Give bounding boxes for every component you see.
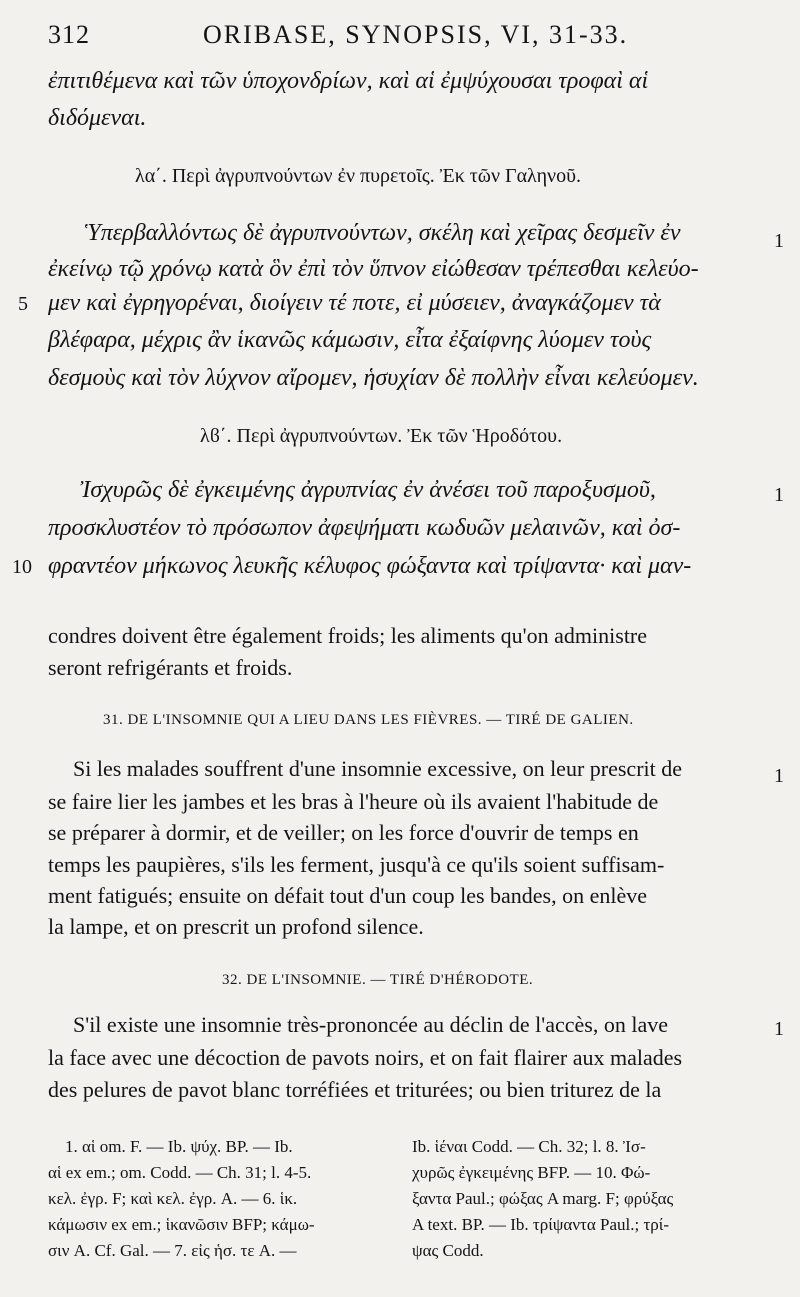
french-line: des pelures de pavot blanc torréfiées et triturées; ou bien triturez de la [48, 1077, 662, 1102]
page-number: 312 [48, 20, 90, 49]
greek-line: διδόμεναι. [48, 105, 147, 131]
french-line: ment fatigués; ensuite on défait tout d'un coup les bandes, on enlève [48, 883, 648, 908]
margin-line-number: 5 [18, 293, 28, 315]
footnote-left-line: σιν A. Cf. Gal. — 7. εἰς ἡσ. τε A. — [48, 1241, 297, 1260]
margin-ref-mark: 1 [774, 1018, 784, 1040]
footnote-right-line: Ib. ἱέναι Codd. — Ch. 32; l. 8. Ἰσ- [412, 1137, 646, 1156]
french-line: condres doivent être également froids; les aliments qu'on administre [48, 623, 648, 648]
greek-line: βλέφαρα, μέχρις ἂν ἱκανῶς κάμωσιν, εἶτα ἐξαίφνης λύομεν τοὺς [48, 327, 652, 353]
greek-line: Ἰσχυρῶς δὲ ἐγκειμένης ἀγρυπνίας ἐν ἀνέσει τοῦ παροξυσμοῦ, [80, 477, 656, 503]
french-heading-32: 32. DE L'INSOMNIE. — TIRÉ D'HÉRODOTE. [222, 972, 534, 988]
footnote-right-line: A text. BP. — Ib. τρίψαντα Paul.; τρί- [412, 1215, 670, 1234]
footnote-right-line: ψας Codd. [412, 1241, 484, 1260]
french-line: se préparer à dormir, et de veiller; on les force d'ouvrir de temps en [48, 820, 639, 845]
french-line: se faire lier les jambes et les bras à l'heure où ils avaient l'habitude de [48, 789, 659, 814]
french-line: S'il existe une insomnie très-prononcée au déclin de l'accès, on lave [73, 1012, 668, 1037]
greek-line: φραντέον μήκωνος λευκῆς κέλυφος φώξαντα καὶ τρίψαντα· καὶ μαν- [48, 553, 692, 579]
greek-line: Ὑπερβαλλόντως δὲ ἀγρυπνούντων, σκέλη καὶ χεῖρας δεσμεῖν ἐν [85, 220, 681, 246]
footnote-left-line: κάμωσιν ex em.; ἱκανῶσιν BFP; κάμω- [48, 1215, 315, 1234]
french-line: Si les malades souffrent d'une insomnie excessive, on leur prescrit de [73, 756, 683, 781]
greek-line: μεν καὶ ἐγρηγορέναι, διοίγειν τέ ποτε, εἰ μύσειεν, ἀναγκάζομεν τὰ [48, 290, 661, 316]
footnote-left-line: 1. αἱ om. F. — Ib. ψύχ. BP. — Ib. [65, 1137, 293, 1156]
margin-line-number: 10 [12, 556, 32, 578]
footnote-left-line: αἱ ex em.; om. Codd. — Ch. 31; l. 4-5. [48, 1163, 312, 1182]
greek-heading-31: λα΄. Περὶ ἀγρυπνούντων ἐν πυρετοῖς. Ἐκ τῶν Γαληνοῦ. [135, 165, 581, 187]
french-line: seront refrigérants et froids. [48, 655, 293, 680]
french-line: la lampe, et on prescrit un profond silence. [48, 914, 424, 939]
footnote-right-line: χυρῶς ἐγκειμένης BFP. — 10. Φώ- [412, 1163, 651, 1182]
french-line: temps les paupières, s'ils les ferment, jusqu'à ce qu'ils soient suffisam- [48, 852, 665, 877]
margin-ref-mark: 1 [774, 484, 784, 506]
french-line: la face avec une décoction de pavots noirs, et on fait flairer aux malades [48, 1045, 683, 1070]
margin-ref-mark: 1 [774, 230, 784, 252]
footnote-right-line: ξαντα Paul.; φώξας A marg. F; φρύξας [412, 1189, 674, 1208]
greek-line: ἐπιτιθέμενα καὶ τῶν ὑποχονδρίων, καὶ αἱ ἐμψύχουσαι τροφαὶ αἱ [48, 68, 649, 94]
greek-line: προσκλυστέον τὸ πρόσωπον ἀφεψήματι κωδυῶν μελαινῶν, καὶ ὀσ- [48, 515, 681, 541]
french-heading-31: 31. DE L'INSOMNIE QUI A LIEU DANS LES FIÈVRES. — TIRÉ DE GALIEN. [103, 712, 634, 728]
greek-heading-32: λϐ΄. Περὶ ἀγρυπνούντων. Ἐκ τῶν Ἡροδότου. [200, 425, 563, 447]
greek-line: ἐκείνῳ τῷ χρόνῳ κατὰ ὃν ἐπὶ τὸν ὕπνον εἰώθεσαν τρέπεσθαι κελεύο- [48, 256, 699, 282]
running-title: ORIBASE, SYNOPSIS, VI, 31-33. [203, 20, 629, 49]
page-header [48, 20, 772, 56]
margin-ref-mark: 1 [774, 765, 784, 787]
footnote-left-line: κελ. ἐγρ. F; καὶ κελ. ἐγρ. A. — 6. ἱκ. [48, 1189, 298, 1208]
greek-line: δεσμοὺς καὶ τὸν λύχνον αἴρομεν, ἡσυχίαν δὲ πολλὴν εἶναι κελεύομεν. [48, 365, 699, 391]
